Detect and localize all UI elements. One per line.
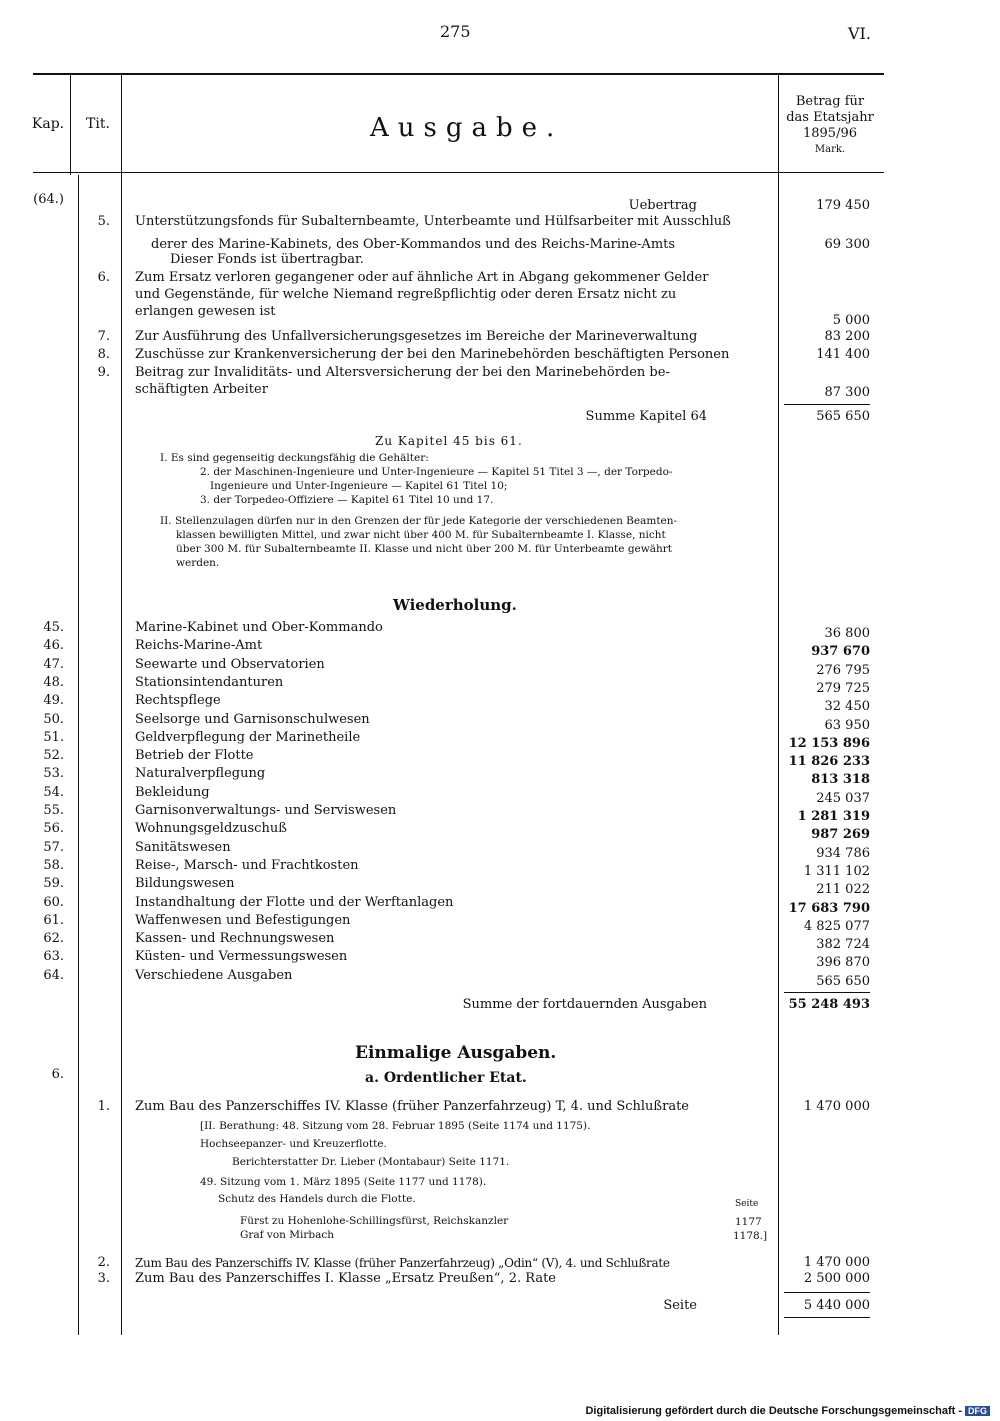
footer bbox=[585, 1405, 990, 1417]
kap-number: 47. bbox=[43, 656, 64, 672]
chapter-amount: 396 870 bbox=[816, 955, 870, 971]
chapter-name: Bildungswesen bbox=[135, 876, 235, 892]
ausgabe-title: Ausgabe. bbox=[370, 113, 564, 143]
item-row bbox=[0, 1270, 1000, 1288]
item-row bbox=[0, 381, 1000, 399]
item-row bbox=[0, 286, 1000, 304]
item-text: und Gegenstände, für welche Niemand regreßpflichtig oder deren Ersatz nicht zu bbox=[135, 287, 677, 302]
chapter-amount: 937 670 bbox=[811, 644, 870, 660]
unit-label: Mark. bbox=[814, 144, 846, 155]
wiederholung-row bbox=[0, 894, 1000, 916]
betrag-line1: Betrag für bbox=[795, 94, 865, 109]
chapter-amount: 279 725 bbox=[816, 680, 870, 696]
kap-number: 52. bbox=[43, 748, 64, 764]
kap-number: 54. bbox=[43, 784, 64, 800]
item-amount: 1 470 000 bbox=[803, 1255, 870, 1270]
wiederholung-row bbox=[0, 948, 1000, 971]
seite-label: Seite bbox=[663, 1298, 697, 1313]
kap-number: 55. bbox=[43, 803, 64, 818]
note-line: 2. der Maschinen-Ingenieure und Unter-Ingenieure — Kapitel 51 Titel 3 —, der Torpedo- bbox=[200, 466, 673, 478]
ref-line: [II. Berathung: 48. Sitzung vom 28. Februar 1895 (Seite 1174 und 1175). bbox=[200, 1120, 591, 1132]
note-line: 3. der Torpedeo-Offiziere — Kapitel 61 Titel 10 und 17. bbox=[200, 494, 494, 506]
kap-header: Kap. bbox=[31, 116, 65, 132]
item-amount: 87 300 bbox=[824, 385, 870, 400]
wiederholung-row bbox=[0, 839, 1000, 861]
ref-line: Hochseepanzer- und Kreuzerflotte. bbox=[200, 1138, 387, 1150]
einmalig-title: Einmalige Ausgaben. bbox=[355, 1043, 557, 1063]
wiederholung-row bbox=[0, 930, 1000, 953]
chapter-name: Verschiedene Ausgaben bbox=[135, 967, 293, 983]
item-amount: 1 470 000 bbox=[803, 1099, 870, 1114]
item-row bbox=[0, 364, 1000, 382]
chapter-amount: 1 281 319 bbox=[797, 809, 870, 824]
chapter-amount: 813 318 bbox=[811, 772, 870, 788]
kap-label: (64.) bbox=[33, 192, 64, 207]
col-line-kap bbox=[70, 75, 71, 175]
ref-line: Schutz des Handels durch die Flotte. bbox=[218, 1193, 416, 1205]
page-number: 275 bbox=[440, 22, 471, 41]
chapter-amount: 4 825 077 bbox=[803, 918, 870, 934]
kap-number: 46. bbox=[43, 638, 64, 654]
kap-number: 61. bbox=[43, 912, 64, 928]
chapter-name: Seewarte und Observatorien bbox=[135, 656, 325, 672]
item-amount: 5 000 bbox=[832, 313, 870, 328]
note-line: werden. bbox=[176, 557, 220, 569]
ordentlich-title: a. Ordentlicher Etat. bbox=[365, 1070, 527, 1086]
kap-number: 59. bbox=[43, 876, 64, 892]
chapter-amount: 245 037 bbox=[816, 790, 870, 806]
kap-label: 6. bbox=[51, 1067, 64, 1082]
tit-number: 7. bbox=[97, 329, 110, 344]
uebertrag-amount: 179 450 bbox=[816, 198, 870, 213]
wiederholung-row bbox=[0, 820, 1000, 843]
item-row bbox=[0, 213, 1000, 231]
item-text: Unterstützungsfonds für Subalternbeamte, Unterbeamte und Hülfsarbeiter mit Ausschluß bbox=[135, 214, 731, 229]
item-row bbox=[0, 269, 1000, 287]
item-row bbox=[0, 328, 1000, 346]
note-line: I. Es sind gegenseitig deckungsfähig die Gehälter: bbox=[160, 452, 429, 464]
note-line: klassen bewilligten Mittel, und zwar nicht über 400 M. für Subalternbeamte I. Klasse, nicht bbox=[176, 529, 666, 541]
tit-number: 6. bbox=[97, 270, 110, 285]
tit-number: 8. bbox=[97, 347, 110, 362]
chapter-name: Küsten- und Vermessungswesen bbox=[135, 949, 348, 965]
chapter-name: Seelsorge und Garnisonschulwesen bbox=[135, 711, 370, 727]
kap-number: 64. bbox=[43, 967, 64, 983]
wiederholung-row bbox=[0, 857, 1000, 879]
chapter-name: Waffenwesen und Befestigungen bbox=[135, 912, 351, 928]
head-bottom-rule bbox=[33, 172, 884, 173]
betrag-line3: 1895/96 bbox=[802, 126, 857, 141]
note-line: II. Stellenzulagen dürfen nur in den Grenzen der für jede Kategorie der verschiedenen Beamten- bbox=[160, 515, 678, 527]
chapter-amount: 934 786 bbox=[816, 845, 870, 861]
item-text: Zum Ersatz verloren gegangener oder auf ähnliche Art in Abgang gekommener Gelder bbox=[135, 270, 709, 285]
chapter-amount: 276 795 bbox=[816, 662, 870, 678]
chapter-amount: 36 800 bbox=[824, 626, 870, 641]
chapter-amount: 11 826 233 bbox=[788, 754, 870, 770]
wiederholung-title: Wiederholung. bbox=[393, 596, 517, 614]
chapter-name: Marine-Kabinet und Ober-Kommando bbox=[135, 620, 383, 635]
note-line: Ingenieure und Unter-Ingenieure — Kapitel 61 Titel 10; bbox=[210, 480, 508, 492]
ref-person: Graf von Mirbach bbox=[240, 1229, 334, 1241]
item-text: Beitrag zur Invaliditäts- und Altersversicherung der bei den Marinebehörden be- bbox=[135, 365, 670, 380]
kap-number: 62. bbox=[43, 931, 64, 947]
kap-number: 49. bbox=[43, 693, 64, 709]
chapter-amount: 63 950 bbox=[824, 717, 870, 733]
wiederholung-row bbox=[0, 711, 1000, 733]
chapter-name: Rechtspflege bbox=[135, 693, 221, 709]
bottom-rule bbox=[784, 1317, 870, 1318]
kap-number: 63. bbox=[43, 949, 64, 965]
summe-amount: 565 650 bbox=[816, 409, 870, 424]
chapter-name: Reichs-Marine-Amt bbox=[135, 638, 263, 654]
chapter-name: Garnisonverwaltungs- und Serviswesen bbox=[135, 803, 397, 818]
wiederholung-row bbox=[0, 619, 1000, 641]
chapter-amount: 12 153 896 bbox=[788, 735, 870, 751]
volume-number: VI. bbox=[848, 24, 871, 43]
betrag-line2: das Etatsjahr bbox=[786, 110, 874, 125]
kap-number: 57. bbox=[43, 839, 64, 855]
item-text: schäftigten Arbeiter bbox=[135, 382, 268, 397]
tit-header: Tit. bbox=[86, 116, 110, 132]
seite-amount: 5 440 000 bbox=[803, 1298, 870, 1313]
ref-line: 49. Sitzung vom 1. März 1895 (Seite 1177 und 1178). bbox=[200, 1176, 487, 1188]
chapter-name: Wohnungsgeldzuschuß bbox=[135, 821, 287, 837]
tit-number: 3. bbox=[97, 1271, 110, 1286]
betrag-header bbox=[780, 94, 880, 158]
item-amount: 69 300 bbox=[824, 237, 870, 252]
tit-number: 2. bbox=[97, 1255, 110, 1270]
tit-number: 9. bbox=[97, 365, 110, 380]
chapter-name: Instandhaltung der Flotte und der Werftanlagen bbox=[135, 894, 454, 910]
item-row bbox=[0, 1098, 1000, 1116]
kap-number: 58. bbox=[43, 857, 64, 873]
chapter-amount: 17 683 790 bbox=[788, 900, 870, 916]
item-text: erlangen gewesen ist bbox=[135, 304, 276, 319]
tit-number: 1. bbox=[97, 1099, 110, 1114]
ref-page: 1178.] bbox=[733, 1230, 768, 1242]
item-text: Zum Bau des Panzerschiffes I. Klasse „Ersatz Preußen“, 2. Rate bbox=[135, 1271, 556, 1286]
seite-row bbox=[0, 1297, 1000, 1315]
chapter-name: Sanitätswesen bbox=[135, 839, 231, 855]
chapter-amount: 211 022 bbox=[816, 882, 870, 898]
chapter-amount: 565 650 bbox=[816, 973, 870, 989]
tit-number: 5. bbox=[97, 214, 110, 229]
chapter-amount: 987 269 bbox=[811, 827, 870, 843]
chapter-name: Reise-, Marsch- und Frachtkosten bbox=[135, 857, 359, 873]
ref-person: Fürst zu Hohenlohe-Schillingsfürst, Reichskanzler bbox=[240, 1215, 509, 1227]
dfg-logo: DFG bbox=[965, 1406, 990, 1416]
wiederholung-row bbox=[0, 692, 1000, 715]
kap-number: 51. bbox=[43, 729, 64, 745]
item-amount: 83 200 bbox=[824, 329, 870, 344]
wiederholung-row bbox=[0, 765, 1000, 788]
kap-number: 50. bbox=[43, 711, 64, 727]
kap-number: 45. bbox=[43, 620, 64, 635]
item-row bbox=[0, 346, 1000, 364]
fortdauernd-amount: 55 248 493 bbox=[788, 997, 870, 1012]
item-row bbox=[0, 251, 1000, 269]
wiederholung-row bbox=[0, 747, 1000, 770]
wiederholung-row bbox=[0, 967, 1000, 989]
chapter-name: Betrieb der Flotte bbox=[135, 748, 254, 764]
summe-label: Summe Kapitel 64 bbox=[585, 409, 707, 424]
note-title: Zu Kapitel 45 bis 61. bbox=[375, 434, 523, 448]
sum-rule bbox=[784, 992, 870, 993]
chapter-name: Geldverpflegung der Marinetheile bbox=[135, 729, 361, 745]
kap-number: 60. bbox=[43, 894, 64, 910]
item-amount: 141 400 bbox=[816, 347, 870, 362]
item-text: Zuschüsse zur Krankenversicherung der bei den Marinebehörden beschäftigten Personen bbox=[135, 347, 730, 362]
wiederholung-row bbox=[0, 802, 1000, 824]
wiederholung-row bbox=[0, 674, 1000, 696]
wiederholung-row bbox=[0, 637, 1000, 660]
wiederholung-row bbox=[0, 784, 1000, 806]
einmalig-kap-row bbox=[0, 1066, 1000, 1084]
summe-row bbox=[0, 408, 1000, 426]
chapter-name: Naturalverpflegung bbox=[135, 766, 266, 782]
chapter-name: Bekleidung bbox=[135, 784, 210, 800]
ref-seite: Seite bbox=[735, 1199, 759, 1209]
sum-rule bbox=[784, 404, 870, 405]
sum-rule bbox=[784, 1292, 870, 1293]
chapter-name: Stationsintendanturen bbox=[135, 674, 284, 690]
chapter-amount: 32 450 bbox=[824, 699, 870, 715]
wiederholung-row bbox=[0, 875, 1000, 898]
item-text: Zum Bau des Panzerschiffes IV. Klasse (früher Panzerfahrzeug) T, 4. und Schlußrate bbox=[135, 1099, 689, 1114]
ref-page: 1177 bbox=[735, 1216, 762, 1228]
wiederholung-row bbox=[0, 912, 1000, 934]
uebertrag-label: Uebertrag bbox=[628, 198, 697, 213]
item-text: Zur Ausführung des Unfallversicherungsgesetzes im Bereiche der Marineverwaltung bbox=[135, 329, 698, 344]
wiederholung-row bbox=[0, 729, 1000, 751]
item-text: Dieser Fonds ist übertragbar. bbox=[170, 252, 364, 267]
chapter-amount: 382 724 bbox=[816, 937, 870, 953]
footer-text: Digitalisierung gefördert durch die Deutsche Forschungsgemeinschaft - bbox=[585, 1405, 962, 1417]
ref-line: Berichterstatter Dr. Lieber (Montabaur) Seite 1171. bbox=[232, 1156, 510, 1168]
fortdauernd-label: Summe der fortdauernden Ausgaben bbox=[462, 997, 707, 1012]
kap-number: 48. bbox=[43, 674, 64, 690]
kap-number: 56. bbox=[43, 821, 64, 837]
note-line: über 300 M. für Subalternbeamte II. Klasse und nicht über 200 M. für Unterbeamte gewährt bbox=[176, 543, 673, 555]
kap-number: 53. bbox=[43, 766, 64, 782]
item-amount: 2 500 000 bbox=[803, 1271, 870, 1286]
chapter-name: Kassen- und Rechnungswesen bbox=[135, 931, 335, 947]
item-text: derer des Marine-Kabinets, des Ober-Kommandos und des Reichs-Marine-Amts bbox=[151, 237, 676, 252]
wiederholung-row bbox=[0, 656, 1000, 678]
top-rule bbox=[33, 73, 884, 75]
chapter-amount: 1 311 102 bbox=[803, 863, 870, 879]
item-text: Zum Bau des Panzerschiffs IV. Klasse (früher Panzerfahrzeug) „Odin“ (V), 4. und Schlußrate bbox=[135, 1256, 670, 1270]
fortdauernd-summe-row bbox=[0, 996, 1000, 1014]
